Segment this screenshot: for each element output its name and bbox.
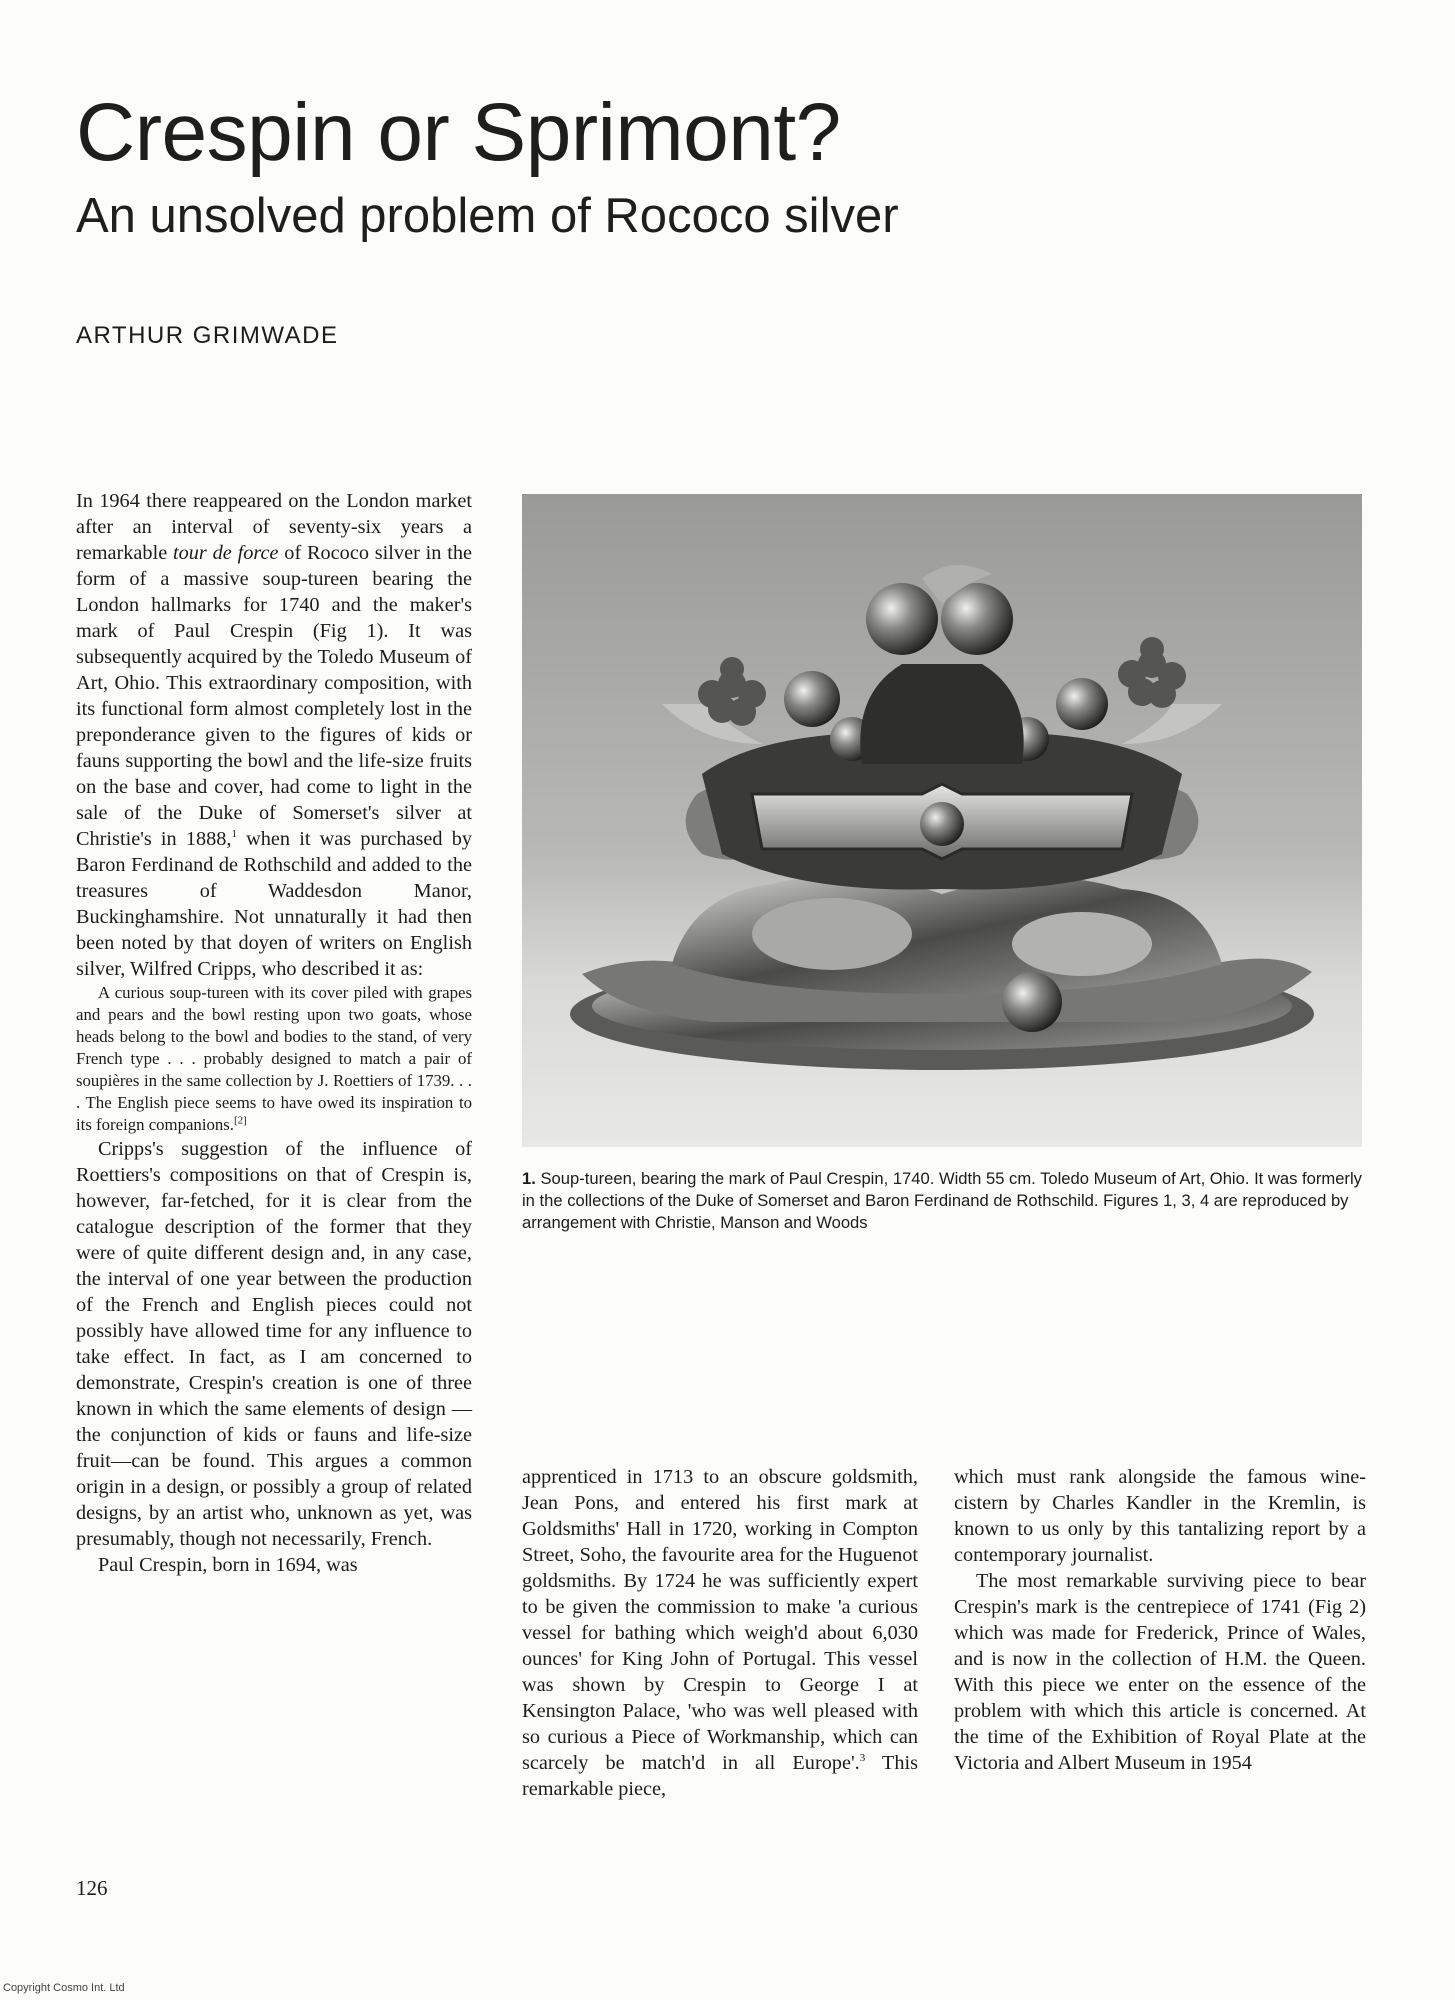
footnote-ref: 3: [859, 1752, 866, 1765]
author-byline: ARTHUR GRIMWADE: [76, 322, 339, 349]
text-column-2: [522, 1464, 918, 1802]
soup-tureen-photo: [522, 494, 1362, 1147]
paragraph: which must rank alongside the famous wine-cistern by Charles Kandler in the Kremlin, is known to us only by this tantalizing report by a contemporary journalist.: [954, 1466, 1366, 1566]
figure-caption: 1. Soup-tureen, bearing the mark of Paul Crespin, 1740. Width 55 cm. Toledo Museum of Art, Ohio. It was formerly in the collections of the Duke of Somerset and Baron Ferdinand de Rothschild. Figures 1, 3, 4 are reproduced by arrangement with Christie, Manson and Woods: [522, 1169, 1362, 1232]
text-column-1: [76, 488, 472, 1578]
block-quote: A curious soup-tureen with its cover piled with grapes and pears and the bowl resting upon two goats, whose heads belong to the bowl and bodies to the stand, of very French type . . . probably designed to match a pair of soupières in the same collection by J. Roettiers of 1739. . . . The English piece seems to have owed its inspiration to its foreign companions.[2]: [76, 983, 472, 1134]
text-column-3: [954, 1464, 1366, 1776]
paragraph: In 1964 there reappeared on the London market after an interval of seventy-six years a remarkable tour de force of Rococo silver in the form of a massive soup-tureen bearing the London hallmarks for 1740 and the maker's mark of Paul Crespin (Fig 1). It was subsequently acquired by the Toledo Museum of Art, Ohio. This extraordinary composition, with its functional form almost completely lost in the preponderance given to the figures of kids or fauns supporting the bowl and the life-size fruits on the base and cover, had come to light in the sale of the Duke of Somerset's silver at Christie's in 1888,$^1$ when it was purchased by Baron Ferdinand de Rothschild and added to the treasures of Waddesdon Manor, Buckinghamshire. Not unnaturally it had then been noted by that doyen of writers on English silver, Wilfred Cripps, who described it as:: [76, 490, 472, 980]
page-number: 126: [76, 1876, 108, 1900]
paragraph: Paul Crespin, born in 1694, was: [98, 1554, 358, 1576]
article-title: Crespin or Sprimont?: [76, 87, 841, 178]
copyright-notice: Copyright Cosmo Int. Ltd: [3, 1982, 125, 1994]
footnote-ref: 1: [231, 828, 237, 841]
footnote-ref: [2]: [234, 1114, 247, 1127]
paragraph: apprenticed in 1713 to an obscure goldsmith, Jean Pons, and entered his first mark at Goldsmiths' Hall in 1720, working in Compton Street, Soho, the favourite area for the Huguenot goldsmiths. By 1724 he was sufficiently expert to be given the commission to make 'a curious vessel for bathing which weigh'd about 6,030 ounces' for King John of Portugal. This vessel was shown by Crespin to George I at Kensington Palace, 'who was well pleased with so curious a Piece of Workmanship, which can scarcely be match'd in all Europe'.$^3$ This remarkable piece,: [522, 1466, 918, 1800]
figure-number: 1.: [522, 1169, 536, 1188]
paragraph: The most remarkable surviving piece to bear Crespin's mark is the centrepiece of 1741 (Fig 2) which was made for Frederick, Prince of Wales, and is now in the collection of H.M. the Queen. With this piece we enter on the essence of the problem with which this article is concerned. At the time of the Exhibition of Royal Plate at the Victoria and Albert Museum in 1954: [954, 1570, 1366, 1774]
paragraph: Cripps's suggestion of the influence of Roettiers's compositions on that of Crespin is, however, far-fetched, for it is clear from the catalogue description of the former that they were of quite different design and, in any case, the interval of one year between the production of the French and English pieces could not possibly have allowed time for any influence to take effect. In fact, as I am concerned to demonstrate, Crespin's creation is one of three known in which the same elements of design —the conjunction of kids or fauns and life-size fruit—can be found. This argues a common origin in a design, or possibly a group of related designs, by an artist who, unknown as yet, was presumably, though not necessarily, French.: [76, 1138, 472, 1550]
article-subtitle: An unsolved problem of Rococo silver: [76, 189, 899, 243]
